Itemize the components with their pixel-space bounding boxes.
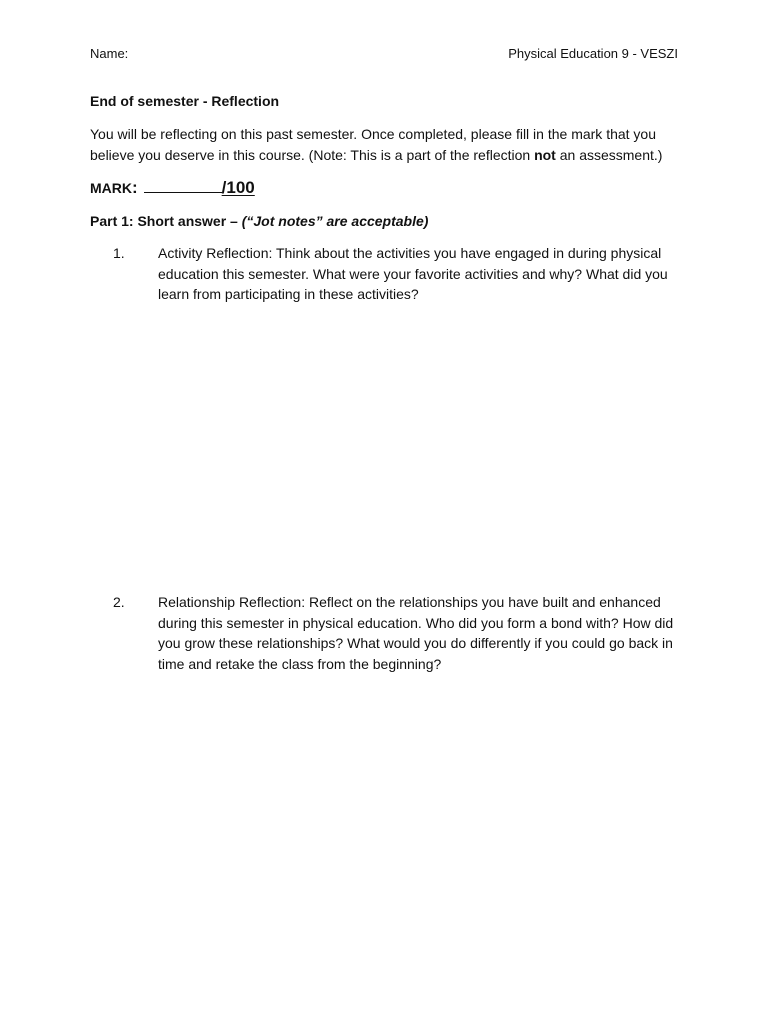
mark-blank-field[interactable] (144, 178, 222, 193)
question-number: 2. (113, 594, 125, 610)
mark-colon: : (132, 178, 138, 197)
question-number: 1. (113, 245, 125, 261)
question-2 (113, 592, 683, 674)
mark-label: MARK (90, 180, 132, 196)
intro-emphasis: not (534, 147, 556, 163)
mark-out-of: /100 (221, 178, 255, 197)
part1-heading (90, 213, 428, 229)
course-title: Physical Education 9 - VESZI (508, 46, 678, 61)
question-text: Relationship Reflection: Reflect on the relationships you have built and enhanced during this semester in physical education. Who did you form a bond with? How did you grow these relationships? What would you do differently if you could go back in time and retake the class from the beginning? (158, 594, 674, 672)
mark-line (90, 178, 255, 198)
name-label: Name: (90, 46, 129, 61)
question-text: Activity Reflection: Think about the activities you have engaged in during physical education this semester. What were your favorite activities and why? What did you learn from participating in these activities? (158, 245, 668, 302)
part1-hint: (“Jot notes” are acceptable) (241, 213, 429, 229)
part1-heading-text: Part 1: Short answer – (90, 213, 242, 229)
intro-text-after: an assessment.) (555, 147, 663, 163)
document-title: End of semester - Reflection (90, 93, 280, 109)
question-1 (113, 243, 683, 305)
intro-paragraph (90, 124, 680, 166)
intro-text-before: You will be reflecting on this past semester. Once completed, please fill in the mark that you believe you deserve in this course. (Note: This is a part of the reflection (90, 126, 657, 163)
